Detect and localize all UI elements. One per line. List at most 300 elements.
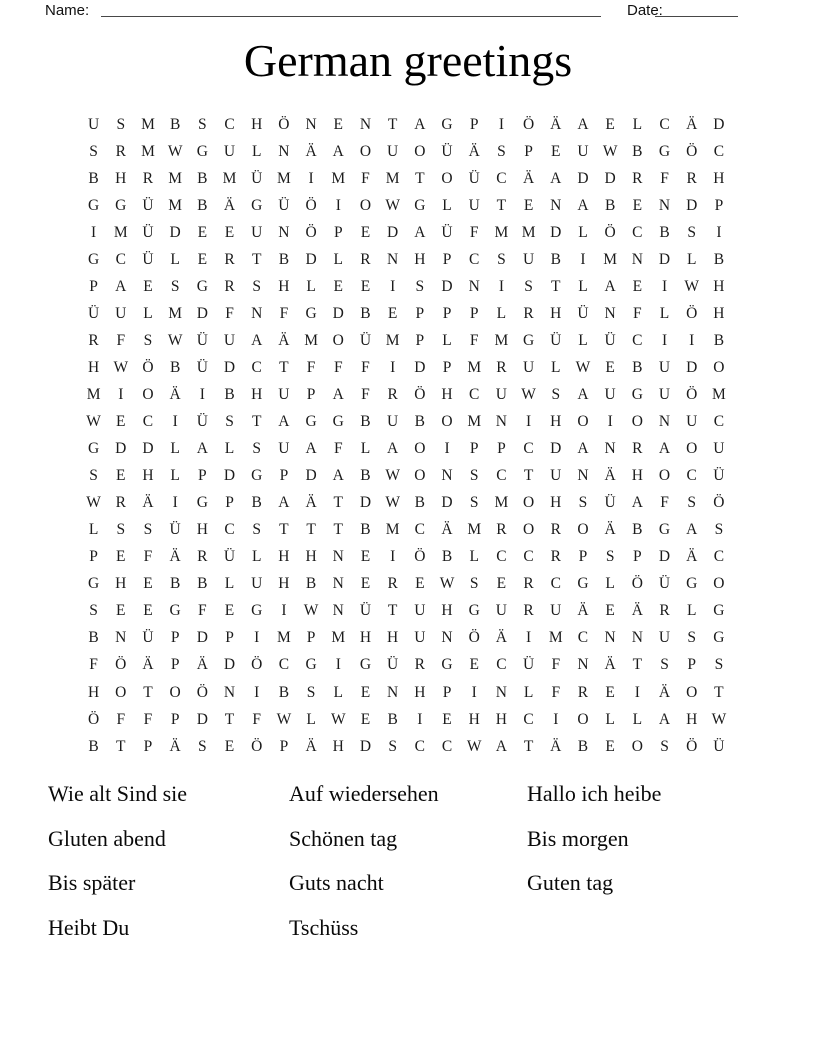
grid-letter: B [305,575,317,593]
grid-letter: H [713,277,725,295]
grid-letter: P [469,304,479,322]
grid-letter: Ö [142,358,154,376]
grid-letter: F [361,358,370,376]
grid-letter: T [387,115,398,133]
grid-letter: L [686,250,697,268]
grid-letter: G [468,602,480,620]
grid-letter: C [523,440,534,458]
grid-letter: Ü [713,737,725,755]
grid-letter: T [632,656,643,674]
grid-letter: D [142,440,154,458]
grid-letter: P [279,467,289,485]
grid-letter: A [196,440,208,458]
grid-letter: A [414,223,426,241]
grid-letter: E [360,277,371,295]
grid-letter: N [278,142,290,160]
grid-letter: T [116,737,126,755]
grid-letter: G [441,115,453,133]
grid-letter: N [577,467,589,485]
grid-letter: B [169,115,181,133]
grid-letter: W [385,196,400,214]
grid-letter: U [495,385,507,403]
grid-letter: D [115,440,127,458]
grid-letter: E [116,413,126,431]
grid-letter: P [306,385,316,403]
grid-letter: R [224,250,235,268]
grid-letter: E [360,223,371,241]
grid-letter: F [143,548,153,566]
grid-letter: Ö [713,494,725,512]
word-bank-item: Heibt Du [48,914,130,940]
grid-letter: N [658,413,671,431]
grid-letter: H [305,548,317,566]
grid-letter: Ü [441,223,453,241]
grid-letter: Ä [142,656,154,674]
grid-letter: A [495,737,507,755]
grid-letter: Ü [169,521,181,539]
grid-letter: A [631,494,643,512]
grid-letter: O [359,142,372,160]
grid-letter: C [713,548,725,566]
grid-letter: P [89,277,98,295]
grid-letter: Ü [550,331,562,349]
grid-letter: E [632,277,643,295]
word-bank-item: Tschüss [289,914,359,940]
grid-letter: B [278,250,290,268]
grid-letter: H [278,575,290,593]
grid-letter: G [414,196,426,214]
grid-letter: F [116,331,126,349]
grid-letter: M [467,521,482,539]
grid-letter: W [113,358,129,376]
grid-letter: U [495,602,507,620]
grid-letter: I [91,223,97,241]
grid-letter: I [498,115,504,133]
grid-letter: R [360,250,371,268]
grid-letter: E [116,467,126,485]
grid-letter: H [713,304,725,322]
grid-letter: O [631,737,643,755]
grid-letter: Ö [196,683,208,701]
grid-letter: C [523,548,534,566]
grid-letter: G [305,304,317,322]
grid-letter: D [577,169,589,187]
grid-letter: H [414,683,426,701]
grid-letter: I [254,683,260,701]
grid-letter: S [687,629,697,647]
grid-letter: A [686,521,698,539]
grid-letter: I [580,250,586,268]
grid-letter: D [604,169,616,187]
grid-letter: I [118,385,124,403]
grid-letter: I [716,223,722,241]
grid-letter: Ü [387,656,399,674]
grid-letter: G [196,277,208,295]
grid-letter: L [143,304,153,322]
grid-letter: U [414,602,426,620]
grid-letter: Ü [142,250,154,268]
grid-letter: B [169,358,181,376]
grid-letter: W [385,494,400,512]
grid-letter: I [335,656,341,674]
word-bank [48,772,777,950]
grid-letter: H [631,467,643,485]
grid-letter: W [521,385,536,403]
grid-letter: U [414,629,426,647]
grid-letter: P [143,737,153,755]
grid-letter: P [170,710,180,728]
grid-letter: P [469,440,479,458]
grid-letter: M [277,629,291,647]
grid-letter: C [496,467,507,485]
date-blank-line [655,1,738,17]
grid-letter: E [143,575,153,593]
grid-letter: F [469,331,479,349]
grid-letter: G [87,440,100,458]
grid-letter: E [605,115,615,133]
grid-letter: G [332,413,344,431]
name-blank-line [101,1,601,17]
grid-letter: S [252,277,262,295]
grid-letter: Ä [142,494,154,512]
grid-letter: E [116,602,126,620]
grid-letter: T [523,467,534,485]
grid-letter: C [469,385,480,403]
header [0,0,816,26]
grid-letter: L [224,575,235,593]
grid-letter: G [686,575,698,593]
grid-letter: Ö [686,385,698,403]
grid-letter: M [548,629,563,647]
grid-letter: D [359,494,372,512]
grid-letter: A [278,413,290,431]
grid-letter: H [278,277,290,295]
grid-letter: S [89,142,98,160]
word-bank-item: Bis morgen [527,825,629,851]
grid-letter: E [143,277,153,295]
grid-letter: A [658,710,671,728]
grid-letter: R [88,331,99,349]
grid-letter: B [387,710,398,728]
grid-letter: A [604,277,616,295]
grid-letter: Ü [278,196,290,214]
grid-letter: W [439,575,455,593]
grid-letter: I [607,413,613,431]
grid-letter: Ä [169,548,181,566]
grid-letter: I [172,413,178,431]
grid-letter: F [89,656,98,674]
grid-letter: H [359,629,372,647]
grid-letter: C [632,331,643,349]
grid-letter: B [414,413,426,431]
grid-letter: W [276,710,292,728]
grid-letter: A [414,115,426,133]
grid-letter: O [441,169,453,187]
grid-letter: D [359,737,372,755]
grid-letter: W [385,467,400,485]
grid-letter: B [88,737,99,755]
grid-letter: O [115,683,127,701]
grid-letter: S [116,521,126,539]
grid-letter: Ü [522,656,535,674]
grid-letter: G [87,196,100,214]
grid-letter: U [223,142,236,160]
grid-letter: E [333,115,344,133]
grid-letter: L [686,602,697,620]
grid-letter: S [225,413,234,431]
grid-letter: N [441,467,453,485]
grid-letter: N [577,656,589,674]
grid-letter: S [497,142,506,160]
grid-letter: A [577,196,589,214]
grid-letter: M [385,331,400,349]
grid-letter: M [467,358,482,376]
grid-letter: H [387,629,399,647]
grid-letter: N [278,223,290,241]
grid-letter: L [333,683,344,701]
grid-letter: N [495,413,507,431]
grid-letter: E [387,304,398,322]
grid-letter: Ö [522,115,535,133]
grid-letter: E [224,737,235,755]
grid-letter: M [712,385,726,403]
grid-letter: C [251,358,262,376]
grid-letter: M [168,304,183,322]
grid-letter: D [387,223,399,241]
grid-letter: Ä [305,142,317,160]
grid-letter: F [660,494,669,512]
grid-letter: G [196,494,208,512]
grid-letter: Ä [604,521,616,539]
grid-letter: R [197,548,208,566]
grid-letter: R [414,656,426,674]
grid-letter: N [495,683,507,701]
grid-letter: S [198,115,207,133]
grid-letter: B [550,250,561,268]
grid-letter: E [469,656,479,674]
grid-letter: C [632,223,643,241]
grid-letter: S [497,250,506,268]
grid-letter: H [278,548,290,566]
grid-letter: C [224,521,235,539]
grid-letter: B [604,196,616,214]
grid-letter: P [333,223,343,241]
grid-letter: N [631,250,643,268]
grid-letter: E [116,548,126,566]
grid-letter: N [387,683,399,701]
grid-letter: O [414,142,426,160]
grid-letter: Ä [604,656,616,674]
grid-letter: F [198,602,207,620]
grid-letter: W [575,358,591,376]
grid-letter: E [605,602,615,620]
grid-letter: P [524,142,533,160]
grid-letter: C [278,656,290,674]
grid-letter: N [468,277,480,295]
grid-letter: A [550,169,562,187]
grid-letter: B [88,629,99,647]
grid-letter: W [711,710,727,728]
grid-letter: I [199,385,205,403]
grid-letter: T [714,683,724,701]
grid-letter: M [86,385,101,403]
grid-letter: H [251,385,263,403]
grid-letter: H [414,250,426,268]
grid-letter: Ö [305,223,317,241]
grid-letter: I [417,710,423,728]
grid-letter: A [115,277,127,295]
grid-letter: L [578,331,588,349]
grid-letter: A [278,494,290,512]
grid-letter: A [577,385,589,403]
grid-letter: N [332,548,344,566]
grid-letter: Ä [305,737,317,755]
grid-letter: Ö [414,385,426,403]
grid-letter: D [441,494,453,512]
grid-letter: Ä [686,115,698,133]
grid-letter: Ä [495,629,507,647]
grid-letter: H [441,385,453,403]
grid-letter: I [689,331,695,349]
grid-letter: U [713,440,725,458]
grid-letter: Ä [305,494,317,512]
grid-letter: P [442,250,452,268]
grid-letter: S [605,548,615,566]
grid-letter: P [279,737,289,755]
grid-letter: Ä [550,737,562,755]
grid-letter: H [550,304,562,322]
grid-letter: P [306,629,316,647]
grid-letter: B [278,683,290,701]
grid-letter: E [605,358,615,376]
grid-letter: P [687,656,697,674]
grid-letter: T [387,602,398,620]
grid-letter: T [415,169,425,187]
grid-letter: T [306,521,316,539]
grid-letter: C [686,467,697,485]
grid-letter: Ü [142,196,154,214]
grid-letter: G [305,656,317,674]
grid-letter: D [441,277,453,295]
grid-letter: P [497,440,506,458]
grid-letter: T [143,683,153,701]
grid-letter: Ü [604,331,616,349]
grid-letter: U [550,467,562,485]
grid-letter: Ä [686,548,698,566]
grid-letter: N [604,440,616,458]
grid-letter: O [713,358,725,376]
grid-letter: S [89,467,98,485]
grid-letter: B [713,331,725,349]
grid-letter: F [333,358,343,376]
grid-letter: I [553,710,559,728]
grid-letter: C [577,629,589,647]
grid-letter: G [658,521,671,539]
grid-letter: O [631,413,643,431]
grid-letter: H [441,602,453,620]
grid-letter: P [89,548,98,566]
grid-letter: M [113,223,128,241]
grid-letter: E [224,223,235,241]
grid-letter: D [550,223,562,241]
grid-letter: I [444,440,450,458]
grid-letter: S [116,115,126,133]
grid-letter: B [632,521,643,539]
grid-letter: U [550,602,562,620]
grid-letter: S [469,467,479,485]
grid-letter: G [522,331,535,349]
grid-letter: S [660,737,669,755]
grid-letter: Ö [468,629,480,647]
grid-letter: W [167,331,183,349]
grid-letter: D [414,358,426,376]
grid-letter: N [604,629,616,647]
grid-letter: M [331,169,346,187]
grid-letter: H [251,115,263,133]
grid-letter: P [578,548,588,566]
grid-letter: B [88,169,99,187]
grid-letter: B [577,737,589,755]
grid-letter: Ö [305,196,317,214]
grid-letter: D [196,304,208,322]
grid-letter: O [686,440,698,458]
grid-letter: L [632,710,643,728]
grid-letter: U [278,440,290,458]
grid-letter: I [526,629,532,647]
grid-letter: Ö [278,115,290,133]
grid-letter: E [333,277,344,295]
grid-letter: R [686,169,697,187]
grid-letter: S [252,521,262,539]
grid-letter: D [658,250,671,268]
grid-letter: I [471,683,477,701]
grid-letter: Ü [359,602,372,620]
grid-letter: M [168,196,183,214]
grid-letter: H [550,494,562,512]
grid-letter: B [224,385,235,403]
grid-letter: G [87,250,100,268]
grid-letter: O [577,413,589,431]
grid-letter: Ü [142,629,154,647]
grid-letter: Ü [87,304,100,322]
grid-letter: B [251,494,262,512]
grid-letter: M [467,413,482,431]
grid-letter: C [523,710,534,728]
grid-letter: U [577,142,589,160]
grid-letter: M [385,169,400,187]
grid-letter: Ä [522,169,535,187]
grid-letter: Ü [441,142,453,160]
grid-letter: S [198,737,207,755]
grid-letter: S [524,277,533,295]
grid-letter: S [388,737,397,755]
grid-letter: R [224,277,235,295]
grid-letter: I [661,277,668,295]
grid-letter: S [143,521,153,539]
grid-letter: H [115,575,127,593]
grid-letter: N [332,602,344,620]
grid-letter: L [523,683,534,701]
grid-letter: F [116,710,126,728]
grid-letter: E [442,710,452,728]
grid-letter: T [333,494,344,512]
grid-letter: Ö [414,548,426,566]
grid-letter: G [631,385,643,403]
grid-letter: Ü [251,169,263,187]
grid-letter: O [332,331,344,349]
grid-letter: E [496,575,507,593]
grid-letter: O [522,494,535,512]
